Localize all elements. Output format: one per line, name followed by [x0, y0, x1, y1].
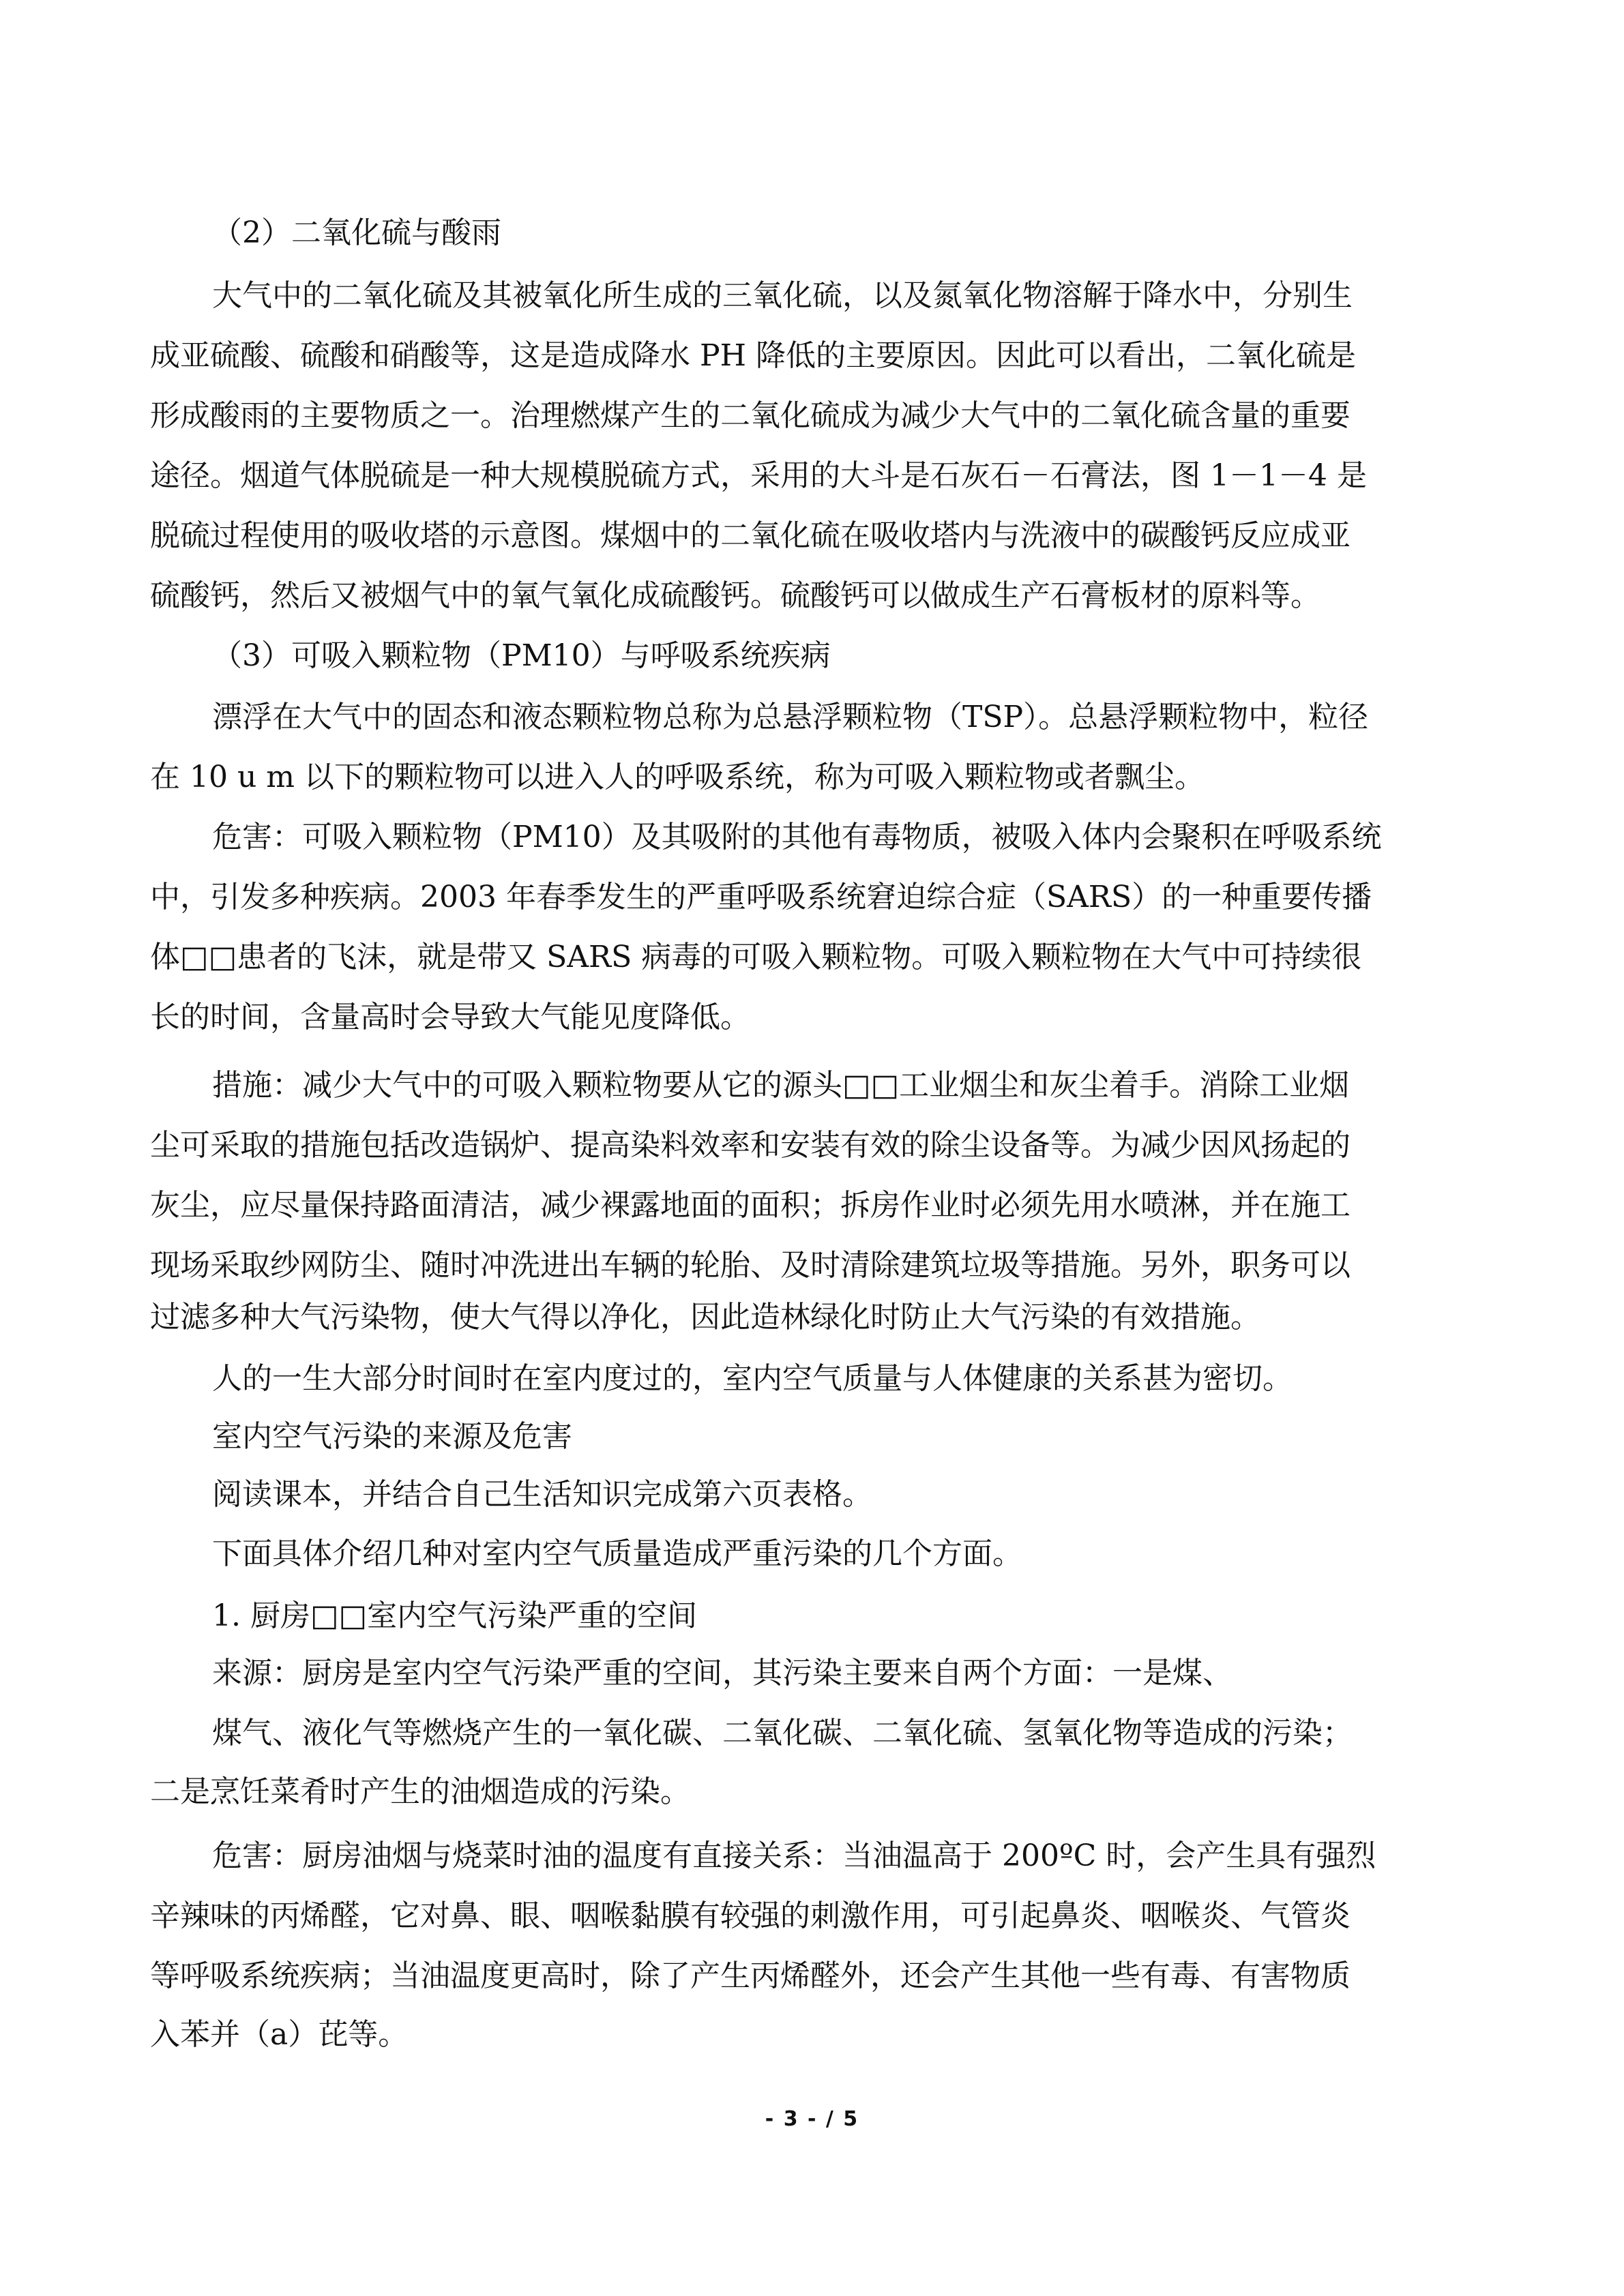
text-line: 形成酸雨的主要物质之一。治理燃煤产生的二氧化硫成为减少大气中的二氧化硫含量的重要 [150, 398, 1350, 433]
text-line: 危害：可吸入颗粒物（PM10）及其吸附的其他有毒物质，被吸入体内会聚积在呼吸系统 [212, 820, 1382, 854]
text-line: 在 10 u m 以下的颗粒物可以进入人的呼吸系统，称为可吸入颗粒物或者飘尘。 [150, 760, 1205, 794]
text-line: 入苯并（a）芘等。 [150, 2017, 409, 2052]
text-line: 灰尘，应尽量保持路面清洁，减少裸露地面的面积；拆房作业时必须先用水喷淋，并在施工 [150, 1188, 1350, 1223]
text-line: 来源：厨房是室内空气污染严重的空间，其污染主要来自两个方面：一是煤、 [212, 1656, 1232, 1690]
text-line: 大气中的二氧化硫及其被氧化所生成的三氧化硫，以及氮氧化物溶解于降水中，分别生 [212, 278, 1353, 313]
text-line: 危害：厨房油烟与烧菜时油的温度有直接关系：当油温高于 200ºC 时，会产生具有强烈 [212, 1838, 1376, 1873]
text-line: 脱硫过程使用的吸收塔的示意图。煤烟中的二氧化硫在吸收塔内与洗液中的碳酸钙反应成亚 [150, 518, 1350, 553]
text-line: 二是烹饪菜肴时产生的油烟造成的污染。 [150, 1774, 690, 1809]
text-line: 长的时间，含量高时会导致大气能见度降低。 [150, 1000, 750, 1034]
subheading-indoor-pollution: 室内空气污染的来源及危害 [212, 1419, 572, 1454]
text-line: 措施：减少大气中的可吸入颗粒物要从它的源头□□工业烟尘和灰尘着手。消除工业烟 [212, 1068, 1350, 1103]
text-line: 辛辣味的丙烯醛，它对鼻、眼、咽喉黏膜有较强的刺激作用，可引起鼻炎、咽喉炎、气管炎 [150, 1898, 1350, 1933]
text-line: 人的一生大部分时间时在室内度过的，室内空气质量与人体健康的关系甚为密切。 [212, 1361, 1293, 1396]
subheading-kitchen: 1. 厨房□□室内空气污染严重的空间 [212, 1598, 698, 1633]
text-line: 下面具体介绍几种对室内空气质量造成严重污染的几个方面。 [212, 1536, 1022, 1571]
text-line: 阅读课本，并结合自己生活知识完成第六页表格。 [212, 1477, 872, 1512]
text-line: 过滤多种大气污染物，使大气得以净化，因此造林绿化时防止大气污染的有效措施。 [150, 1300, 1260, 1335]
text-line: 煤气、液化气等燃烧产生的一氧化碳、二氧化碳、二氧化硫、氢氧化物等造成的污染； [212, 1716, 1353, 1750]
section-heading-pm10: （3）可吸入颗粒物（PM10）与呼吸系统疾病 [212, 638, 831, 673]
section-heading-sulfur-dioxide: （2）二氧化硫与酸雨 [212, 215, 501, 250]
text-line: 等呼吸系统疾病；当油温度更高时，除了产生丙烯醛外，还会产生其他一些有毒、有害物质 [150, 1958, 1350, 1993]
page-number: - 3 - / 5 [765, 2107, 859, 2131]
text-line: 成亚硫酸、硫酸和硝酸等，这是造成降水 PH 降低的主要原因。因此可以看出，二氧化硫是 [150, 338, 1356, 373]
text-line: 尘可采取的措施包括改造锅炉、提高染料效率和安装有效的除尘设备等。为减少因风扬起的 [150, 1128, 1350, 1163]
text-line: 中，引发多种疾病。2003 年春季发生的严重呼吸系统窘迫综合症（SARS）的一种重要传播 [150, 880, 1372, 914]
text-line: 漂浮在大气中的固态和液态颗粒物总称为总悬浮颗粒物（TSP）。总悬浮颗粒物中，粒径 [212, 700, 1369, 734]
text-line: 现场采取纱网防尘、随时冲洗进出车辆的轮胎、及时清除建筑垃圾等措施。另外，职务可以 [150, 1248, 1350, 1283]
text-line: 硫酸钙，然后又被烟气中的氧气氧化成硫酸钙。硫酸钙可以做成生产石膏板材的原料等。 [150, 578, 1320, 613]
text-line: 途径。烟道气体脱硫是一种大规模脱硫方式，采用的大斗是石灰石－石膏法，图 1－1－4 是 [150, 458, 1367, 493]
text-line: 体□□患者的飞沫，就是带又 SARS 病毒的可吸入颗粒物。可吸入颗粒物在大气中可持续很 [150, 940, 1362, 974]
